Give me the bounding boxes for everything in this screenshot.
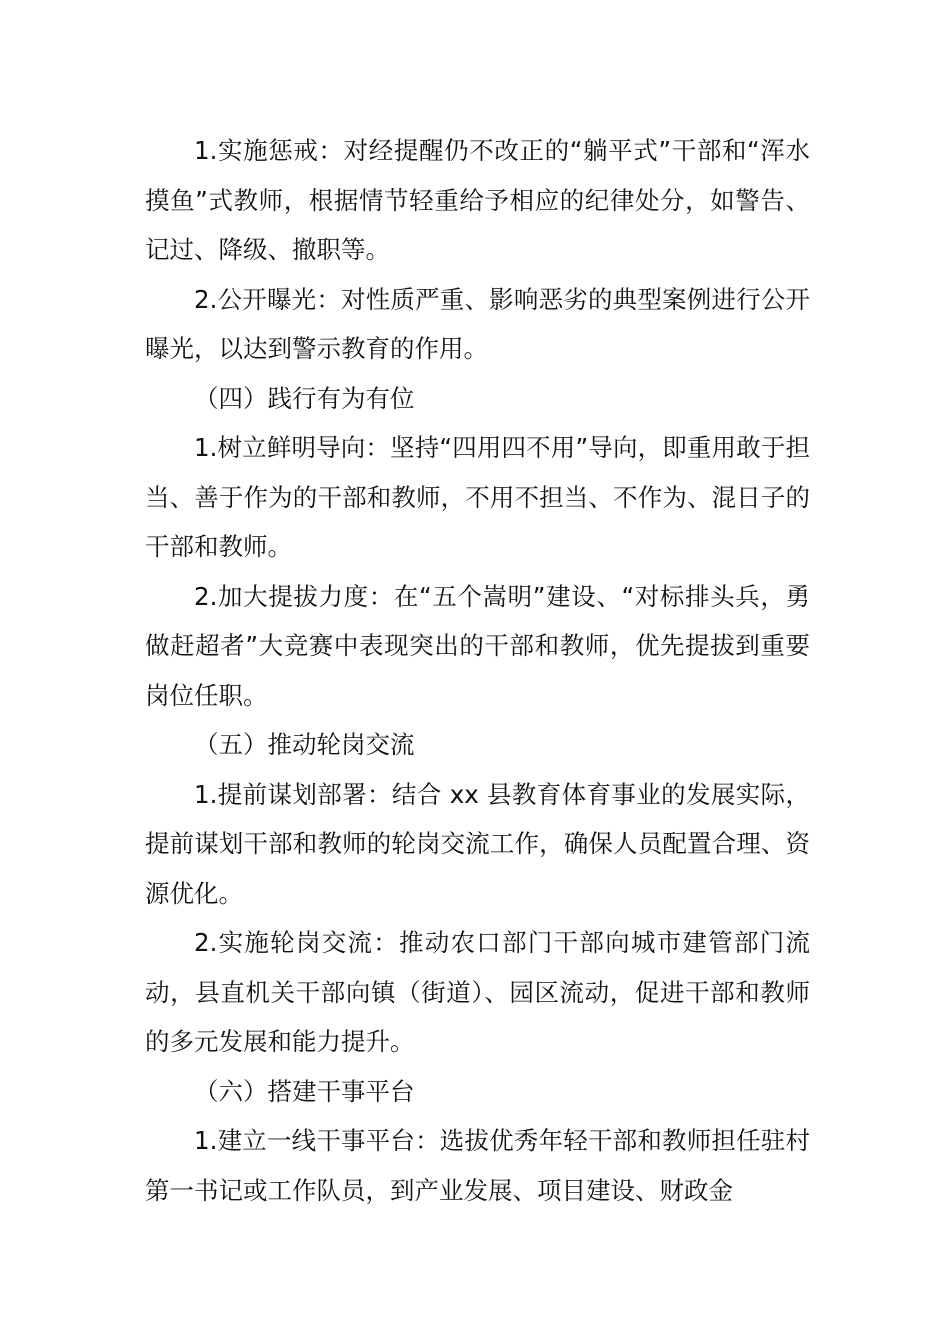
paragraph-work-platform: 1.建立一线干事平台：选拔优秀年轻干部和教师担任驻村第一书记或工作队员，到产业发展、项目建设、财政金 [145, 1126, 810, 1205]
section-heading-4: （四）践行有为有位 [194, 383, 415, 413]
paragraph-public-exposure: 2.公开曝光：对性质严重、影响恶劣的典型案例进行公开曝光，以达到警示教育的作用。 [145, 284, 810, 363]
paragraph-advance-planning: 1.提前谋划部署：结合 xx 县教育体育事业的发展实际，提前谋划干部和教师的轮岗交流工作，确保人员配置合理、资源优化。 [145, 779, 810, 908]
section-heading-6: （六）搭建干事平台 [194, 1076, 415, 1106]
paragraph-clear-orientation: 1.树立鲜明导向：坚持“四用四不用”导向，即重用敢于担当、善于作为的干部和教师，不用不担当、不作为、混日子的干部和教师。 [145, 433, 810, 561]
paragraph-rotation: 2.实施轮岗交流：推动农口部门干部向城市建管部门流动，县直机关干部向镇（街道）、园区流动，促进干部和教师的多元发展和能力提升。 [145, 928, 810, 1056]
paragraph-punishment: 1.实施惩戒：对经提醒仍不改正的“躺平式”干部和“浑水摸鱼”式教师，根据情节轻重给予相应的纪律处分，如警告、记过、降级、撤职等。 [145, 136, 810, 264]
document-body [145, 126, 810, 1215]
paragraph-promotion: 2.加大提拔力度：在“五个嵩明”建设、“对标排头兵，勇做赶超者”大竞赛中表现突出的干部和教师，优先提拔到重要岗位任职。 [145, 581, 810, 710]
section-heading-5: （五）推动轮岗交流 [194, 730, 415, 759]
